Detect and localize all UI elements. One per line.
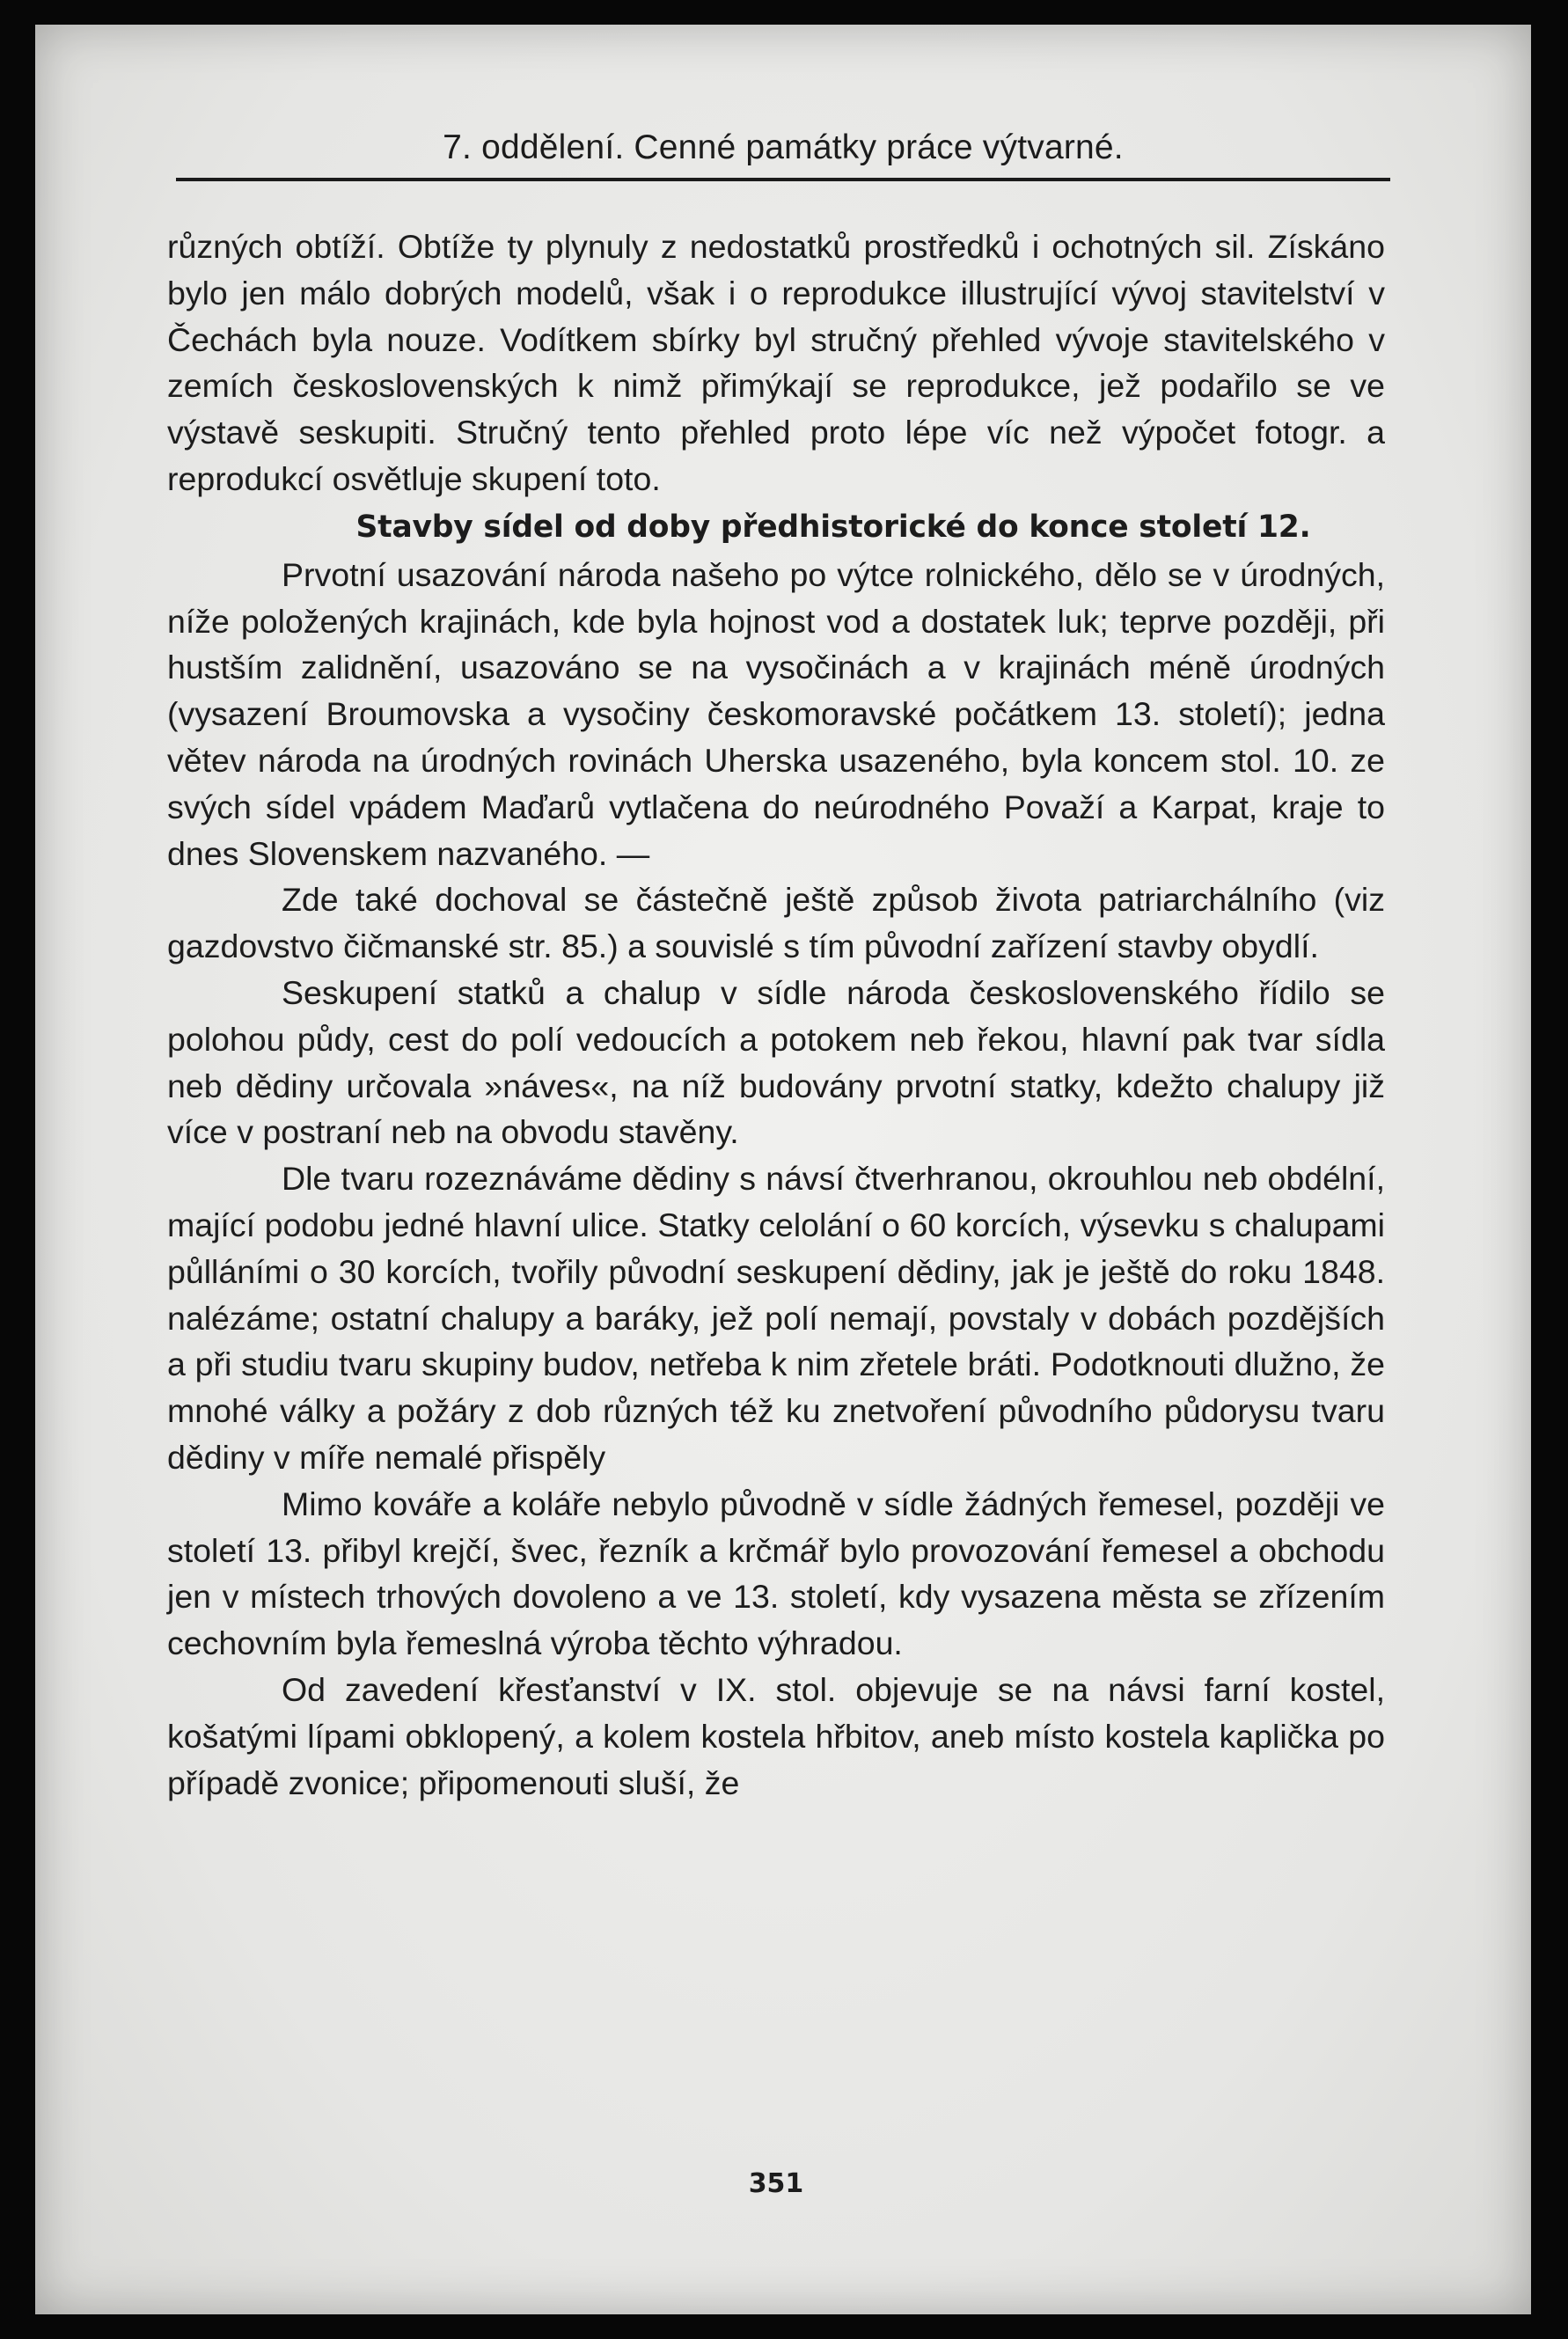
section-heading: Stavby sídel od doby předhistorické do konce století 12. xyxy=(355,509,1311,545)
paragraph-crafts: Mimo kováře a koláře nebylo původně v sídle žádných řemesel, později ve století 13. přibyl krejčí, švec, řezník a krčmář bylo provozování řemesel a obchodu jen v místech trhových dovoleno a ve 13. století, kdy vysazena města se zřízením cechovním byla řemeslná výroba těchto výhradou. xyxy=(167,1485,1385,1662)
paragraph-village-shape: Dle tvaru rozeznáváme dědiny s návsí čtverhranou, okrouhlou neb obdélní, mající podobu jedné hlavní ulice. Statky celolání o 60 korcích, výsevku s chalupami půlláními o 30 korcích, tvořily původní seskupení dědiny, jak je ještě do roku 1848. nalézáme; ostatní chalupy a baráky, jež polí nemají, povstaly v dobách pozdějších a při studiu tvaru skupiny budov, netřeba k nim zřetele bráti. Podotknouti dlužno, že mnohé války a požáry z dob různých též ku znetvoření původního půdorysu tvaru dědiny v míře nemalé přispěly xyxy=(167,1160,1385,1476)
header-rule xyxy=(176,178,1390,181)
intro-paragraph: různých obtíží. Obtíže ty plynuly z nedostatků prostředků i ochotných sil. Získáno bylo jen málo dobrých modelů, však i o reprodukce illustrující vývoj stavitelství v Čechách byla nouze. Vodítkem sbírky byl stručný přehled vývoje stavitelského v zemích československých k nimž přimýkají se reprodukce, jež podařilo se ve výstavě seskupiti. Stručný tento přehled proto lépe víc než výpočet fotogr. a reprodukcí osvětluje skupení toto. xyxy=(167,228,1385,497)
paragraph-settlement: Prvotní usazování národa našeho po výtce rolnického, dělo se v úrodných, níže položených krajinách, kde byla hojnost vod a dostatek luk; teprve později, při hustším zalidnění, usazováno se na vysočinách a v krajinách méně úrodných (vysazení Broumovska a vysočiny českomoravské počátkem 13. století); jedna větev národa na úrodných rovinách Uherska usazeného, byla koncem stol. 10. ze svých sídel vpádem Maďarů vytlačena do neúrodného Považí a Karpat, kraje to dnes Slovenskem nazvaného. — xyxy=(167,555,1385,872)
paragraph-church: Od zavedení křesťanství v IX. stol. objevuje se na návsi farní kostel, košatými lípami obklopený, a kolem kostela hřbitov, aneb místo kostela kaplička po případě zvonice; připomenouti sluší, že xyxy=(167,1670,1385,1801)
paragraph-patriarchal: Zde také dochoval se částečně ještě způsob života patriarchálního (viz gazdovstvo čičmanské str. 85.) a souvislé s tím původní zařízení stavby obydlí. xyxy=(167,881,1385,965)
page-body xyxy=(167,224,1385,1806)
paragraph-grouping: Seskupení statků a chalup v sídle národa československého řídilo se polohou půdy, cest do polí vedoucích a potokem neb řekou, hlavní pak tvar sídla neb dědiny určovala »náves«, na níž budovány prvotní statky, kdežto chalupy již více v postraní neb na obvodu stavěny. xyxy=(167,973,1385,1151)
page-number: 351 xyxy=(748,2168,804,2199)
running-header: 7. oddělení. Cenné památky práce výtvarné. xyxy=(443,128,1124,166)
book-page xyxy=(35,25,1531,2314)
